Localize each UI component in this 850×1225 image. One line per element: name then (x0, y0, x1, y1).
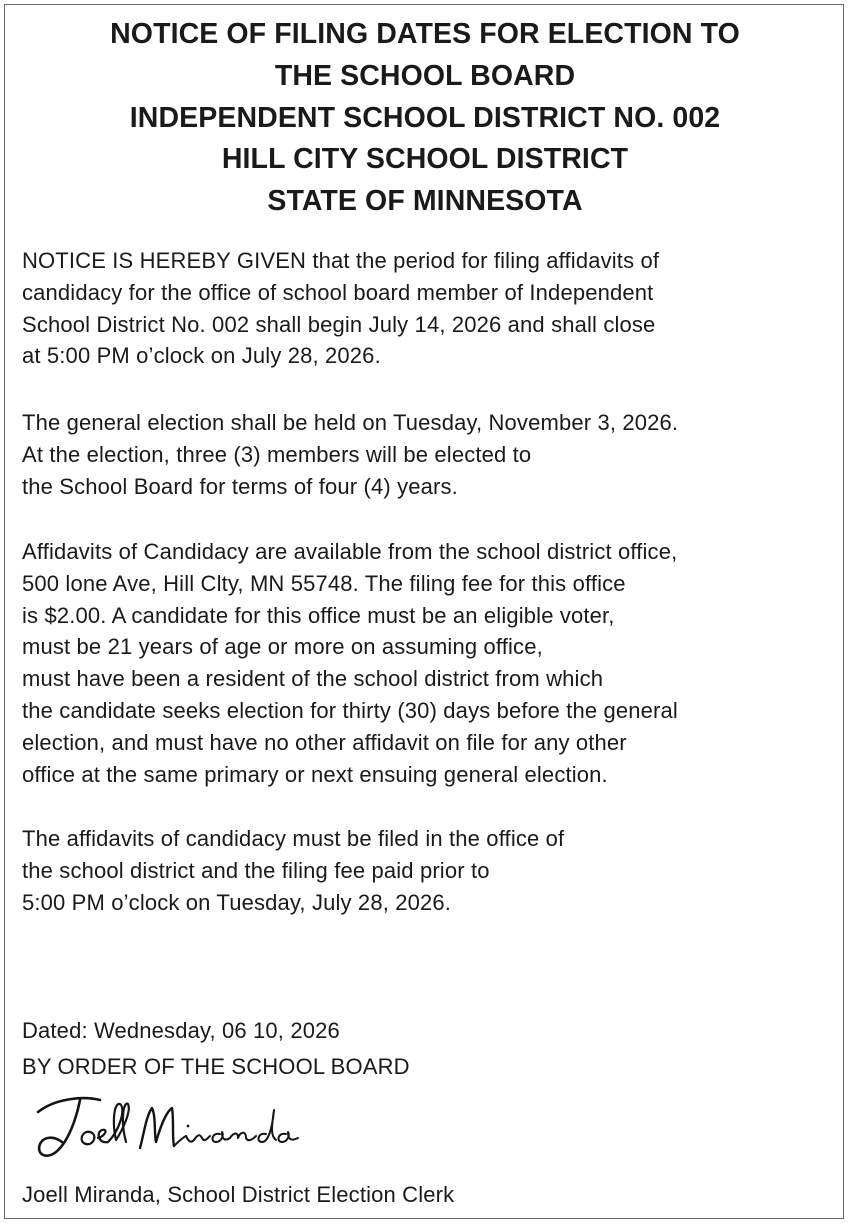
title-line: STATE OF MINNESOTA (267, 185, 583, 218)
notice-title (0, 14, 850, 223)
paragraph-filing-period (22, 245, 832, 372)
text-line: School District No. 002 shall begin July 14, 2026 and shall close (22, 311, 656, 337)
text-line: 5:00 PM o’clock on Tuesday, July 28, 2026. (22, 889, 452, 915)
title-line: INDEPENDENT SCHOOL DISTRICT NO. 002 (129, 101, 721, 134)
text-line: Affidavits of Candidacy are available from the school district office, (22, 539, 678, 564)
text-line: 500 lone Ave, Hill Clty, MN 55748. The filing fee for this office (22, 570, 626, 596)
text-line: the candidate seeks election for thirty (30) days before the general (22, 697, 678, 723)
order-line: BY ORDER OF THE SCHOOL BOARD (22, 1054, 410, 1079)
text-line: is $2.00. A candidate for this office must be an eligible voter, (22, 602, 615, 628)
text-line: The general election shall be held on Tuesday, November 3, 2026. (22, 410, 679, 435)
text-line: must be 21 years of age or more on assuming office, (22, 634, 543, 660)
text-line: At the election, three (3) members will be elected to (22, 441, 532, 467)
clerk-line: Joell Miranda, School District Election Clerk (22, 1182, 455, 1207)
paragraph-general-election (22, 407, 832, 502)
text-line: office at the same primary or next ensuing general election. (22, 761, 608, 787)
text-line: candidacy for the office of school board member of Independent (22, 279, 654, 305)
text-line: NOTICE IS HEREBY GIVEN that the period for filing affidavits of (22, 248, 660, 273)
signature-image (28, 1090, 308, 1170)
text-line: election, and must have no other affidavit on file for any other (22, 729, 627, 755)
dated-line: Dated: Wednesday, 06 10, 2026 (22, 1018, 340, 1043)
text-line: the School Board for terms of four (4) years. (22, 473, 458, 499)
text-line: at 5:00 PM o’clock on July 28, 2026. (22, 343, 381, 369)
text-line: the school district and the filing fee paid prior to (22, 857, 490, 883)
text-line: must have been a resident of the school district from which (22, 666, 604, 692)
text-line: The affidavits of candidacy must be filed in the office of (22, 826, 565, 851)
title-line: THE SCHOOL BOARD (274, 59, 576, 92)
title-line: HILL CITY SCHOOL DISTRICT (221, 143, 629, 176)
paragraph-filing-deadline (22, 823, 832, 918)
title-line: NOTICE OF FILING DATES FOR ELECTION TO (110, 18, 740, 50)
paragraph-affidavits (22, 536, 832, 790)
